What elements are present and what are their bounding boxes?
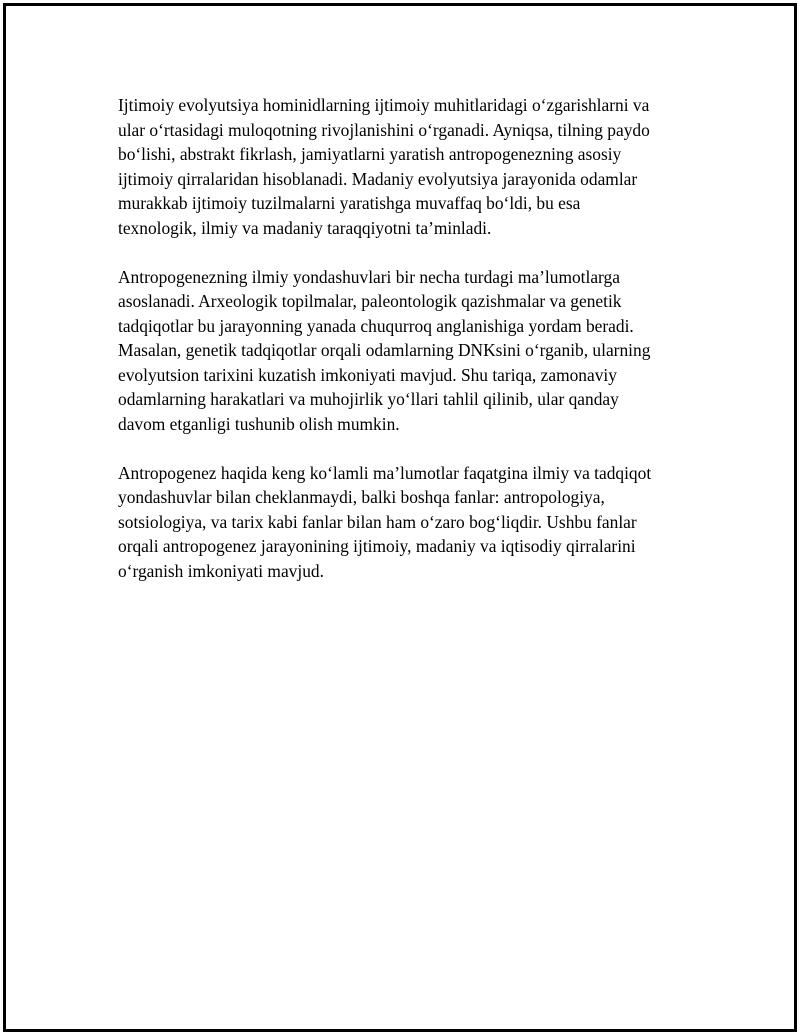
- paragraph-social-evolution: Ijtimoiy evolyutsiya hominidlarning ijtimoiy muhitlaridagi o‘zgarishlarni va ular o‘rtasidagi muloqotning rivojlanishini o‘rganadi. Ayniqsa, tilning paydo bo‘lishi, abstrakt fikrlash, jamiyatlarni yaratish antropogenezning asosiy ijtimoiy qirralaridan hisoblanadi. Madaniy evolyutsiya jarayonida odamlar murakkab ijtimoiy tuzilmalarni yaratishga muvaffaq bo‘ldi, bu esa texnologik, ilmiy va madaniy taraqqiyotni ta’minladi.: [118, 95, 650, 238]
- paragraph-interdisciplinary: Antropogenez haqida keng ko‘lamli ma’lumotlar faqatgina ilmiy va tadqiqot yondashuvlar bilan cheklanmaydi, balki boshqa fanlar: antropologiya, sotsiologiya, va tarix kabi fanlar bilan ham o‘zaro bog‘liqdir. Ushbu fanlar orqali antropogenez jarayonining ijtimoiy, madaniy va iqtisodiy qirralarini o‘rganish imkoniyati mavjud.: [118, 462, 652, 581]
- paragraph-scientific-approaches: Antropogenezning ilmiy yondashuvlari bir necha turdagi ma’lumotlarga asoslanadi. Arxeologik topilmalar, paleontologik qazishmalar va genetik tadqiqotlar bu jarayonning yanada chuqurroq anglanishiga yordam beradi. Masalan, genetik tadqiqotlar orqali odamlarning DNKsini o‘rganib, ularning evolyutsion tarixini kuzatish imkoniyati mavjud. Shu tariqa, zamonaviy odamlarning harakatlari va muhojirlik yo‘llari tahlil qilinib, ular qanday davom etganligi tushunib olish mumkin.: [118, 266, 651, 434]
- document-body: [118, 93, 708, 608]
